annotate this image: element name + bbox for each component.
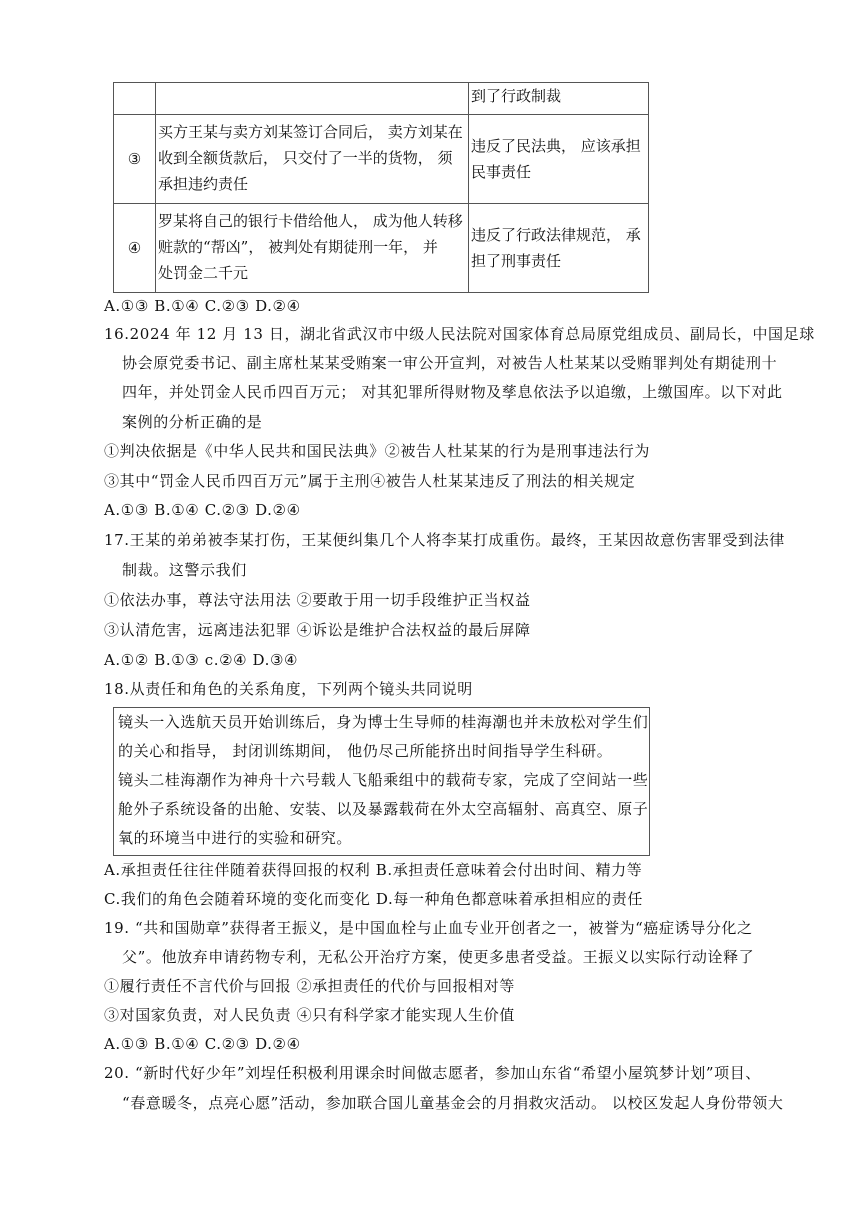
q17-choice: ①依法办事，尊法守法用法 ②要敢于用一切手段维护正当权益 (104, 591, 531, 609)
case-description (156, 83, 469, 115)
q15-options: A.①③ B.①④ C.②③ D.②④ (104, 297, 301, 315)
q17-stem-line: 17.王某的弟弟被李某打伤，王某便纠集几个人将李某打成重伤。最终，王某因故意伤害罪受到法律 (104, 531, 785, 549)
q16-options: A.①③ B.①④ C.②③ D.②④ (104, 501, 301, 519)
table-row (114, 83, 649, 115)
q20-stem-line: “春意暖冬，点亮心愿”活动，参加联合国儿童基金会的月捐救灾活动。 以校区发起人身份带领大 (122, 1094, 784, 1112)
case-judgment: 违反了行政法律规范， 承 担了刑事责任 (469, 204, 649, 293)
case-judgment: 到了行政制裁 (469, 83, 649, 115)
q16-stem-line: 四年，并处罚金人民币四百万元； 对其犯罪所得财物及孳息依法予以追缴，上缴国库。以下对此 (122, 383, 783, 401)
table-row (114, 204, 649, 293)
q19-choice: ①履行责任不言代价与回报 ②承担责任的代价与回报相对等 (104, 977, 515, 995)
row-number: ③ (114, 115, 156, 204)
table-row (114, 115, 649, 204)
law-case-table (113, 82, 649, 293)
q16-stem-line: 16.2024 年 12 月 13 日，湖北省武汉市中级人民法院对国家体育总局原党组成员、副局长，中国足球 (104, 325, 815, 343)
case-description: 罗某将自己的银行卡借给他人， 成为他人转移 赃款的“帮凶”， 被判处有期徒刑一年， 并 处罚金二千元 (156, 204, 469, 293)
q16-choice: ①判决依据是《中华人民共和国民法典》②被告人杜某某的行为是刑事违法行为 (104, 442, 651, 460)
row-number (114, 83, 156, 115)
scene-text-line: 舱外子系统设备的出舱、安装、以及暴露载荷在外太空高辐射、高真空、原子 (118, 800, 649, 818)
scene-text-line: 镜头一入选航天员开始训练后，身为博士生导师的桂海潮也并未放松对学生们 (118, 713, 649, 731)
scene-text-line: 镜头二桂海潮作为神舟十六号载人飞船乘组中的载荷专家，完成了空间站一些 (118, 771, 649, 789)
q18-scene-box (113, 707, 650, 856)
q18-option-line: C.我们的角色会随着环境的变化而变化 D.每一种角色都意味着承担相应的责任 (104, 890, 643, 908)
q19-stem-line: 19. “共和国勋章”获得者王振义，是中国血栓与止血专业开创者之一，被誉为“癌症诱导分化之 (104, 919, 753, 937)
scene-text-line: 氧的环境当中进行的实验和研究。 (118, 829, 353, 847)
q16-stem-line: 案例的分析正确的是 (122, 413, 263, 431)
q18-stem: 18.从责任和角色的关系角度，下列两个镜头共同说明 (104, 680, 473, 698)
q19-options: A.①③ B.①④ C.②③ D.②④ (104, 1035, 301, 1053)
q17-stem-line: 制裁。这警示我们 (122, 561, 247, 579)
q20-stem-line: 20. “新时代好少年”刘埕任积极利用课余时间做志愿者，参加山东省“希望小屋筑梦计划”项目、 (104, 1064, 761, 1082)
case-description: 买方王某与卖方刘某签订合同后， 卖方刘某在 收到全额货款后， 只交付了一半的货物， 须 承担违约责任 (156, 115, 469, 204)
row-number: ④ (114, 204, 156, 293)
q17-options: A.①② B.①③ c.②④ D.③④ (104, 651, 299, 669)
q17-choice: ③认清危害，远离违法犯罪 ④诉讼是维护合法权益的最后屏障 (104, 621, 531, 639)
q16-stem-line: 协会原党委书记、副主席杜某某受贿案一审公开宣判，对被告人杜某某以受贿罪判处有期徒刑十 (122, 354, 778, 372)
scene-text-line: 的关心和指导， 封闭训练期间， 他仍尽己所能挤出时间指导学生科研。 (118, 742, 613, 760)
q19-choice: ③对国家负责，对人民负责 ④只有科学家才能实现人生价值 (104, 1006, 515, 1024)
q19-stem-line: 父”。他放弃申请药物专利，无私公开治疗方案，使更多患者受益。王振义以实际行动诠释了 (122, 948, 755, 966)
q18-option-line: A.承担责任往往伴随着获得回报的权利 B.承担责任意味着会付出时间、精力等 (104, 861, 643, 879)
case-judgment: 违反了民法典， 应该承担 民事责任 (469, 115, 649, 204)
q16-choice: ③其中“罚金人民币四百万元”属于主刑④被告人杜某某违反了刑法的相关规定 (104, 472, 636, 490)
